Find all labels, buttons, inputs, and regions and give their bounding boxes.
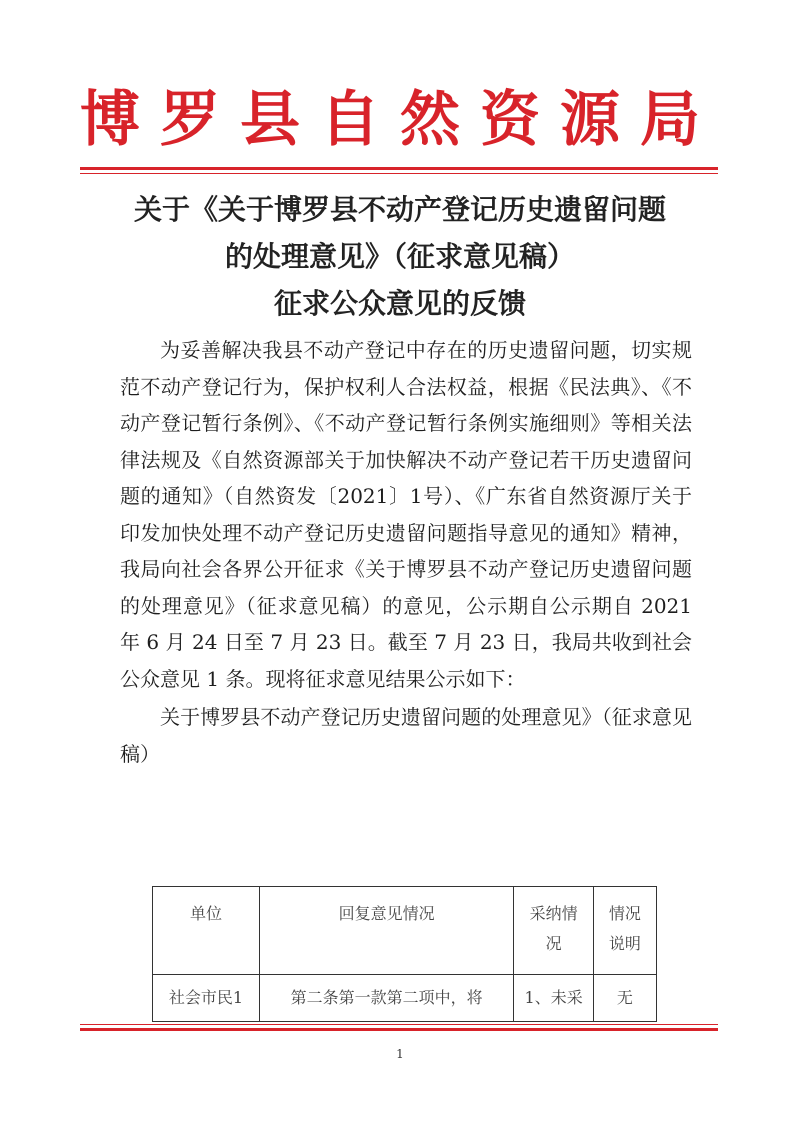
cell-adopt: 1、未采 (514, 975, 593, 1022)
document-title (95, 186, 705, 327)
header-adopt (514, 887, 593, 975)
header-unit: 单位 (153, 887, 260, 975)
table-row (153, 975, 657, 1022)
footer-rule-thick (80, 1028, 718, 1031)
document-body (120, 332, 692, 772)
cell-note: 无 (593, 975, 656, 1022)
title-line-2: 的处理意见》（征求意见稿） (224, 240, 575, 273)
title-line-3: 征求公众意见的反馈 (273, 287, 526, 320)
header-reply: 回复意见情况 (259, 887, 514, 975)
cell-unit: 社会市民1 (153, 975, 260, 1022)
header-note-label: 情况说明 (608, 904, 641, 953)
body-paragraph-1: 为妥善解决我县不动产登记中存在的历史遗留问题，切实规范不动产登记行为，保护权利人合法权益，根据《民法典》、《不动产登记暂行条例》、《不动产登记暂行条例实施细则》等相关法律法规及《自然资源部关于加快解决不动产登记若干历史遗留问题的通知》（自然资发〔2021〕1号）、《广东省自然资源厅关于印发加快处理不动产登记历史遗留问题指导意见的通知》精神，我局向社会各界公开征求《关于博罗县不动产登记历史遗留问题的处理意见》（征求意见稿）的意见，公示期自公示期自 2021 年 6 月 24 日至 7 月 23 日。截至 7 月 23 日，我局共收到社会公众意见 1 条。现将征求意见结果公示如下： (120, 338, 692, 691)
feedback-table (152, 886, 657, 1022)
cell-reply: 第二条第一款第二项中，将 (259, 975, 514, 1022)
masthead-rule-thin (80, 173, 718, 174)
table-header-row (153, 887, 657, 975)
header-adopt-label: 采纳情况 (529, 904, 578, 953)
body-paragraph-2: 关于博罗县不动产登记历史遗留问题的处理意见》（征求意见稿） (120, 705, 692, 766)
title-line-1: 关于《关于博罗县不动产登记历史遗留问题 (133, 193, 666, 226)
header-note (593, 887, 656, 975)
masthead-title: 博罗县自然资源局 (80, 85, 720, 155)
page-number: 1 (396, 1047, 404, 1061)
footer-rule-thin (80, 1024, 718, 1025)
masthead-rule-thick (80, 167, 718, 170)
